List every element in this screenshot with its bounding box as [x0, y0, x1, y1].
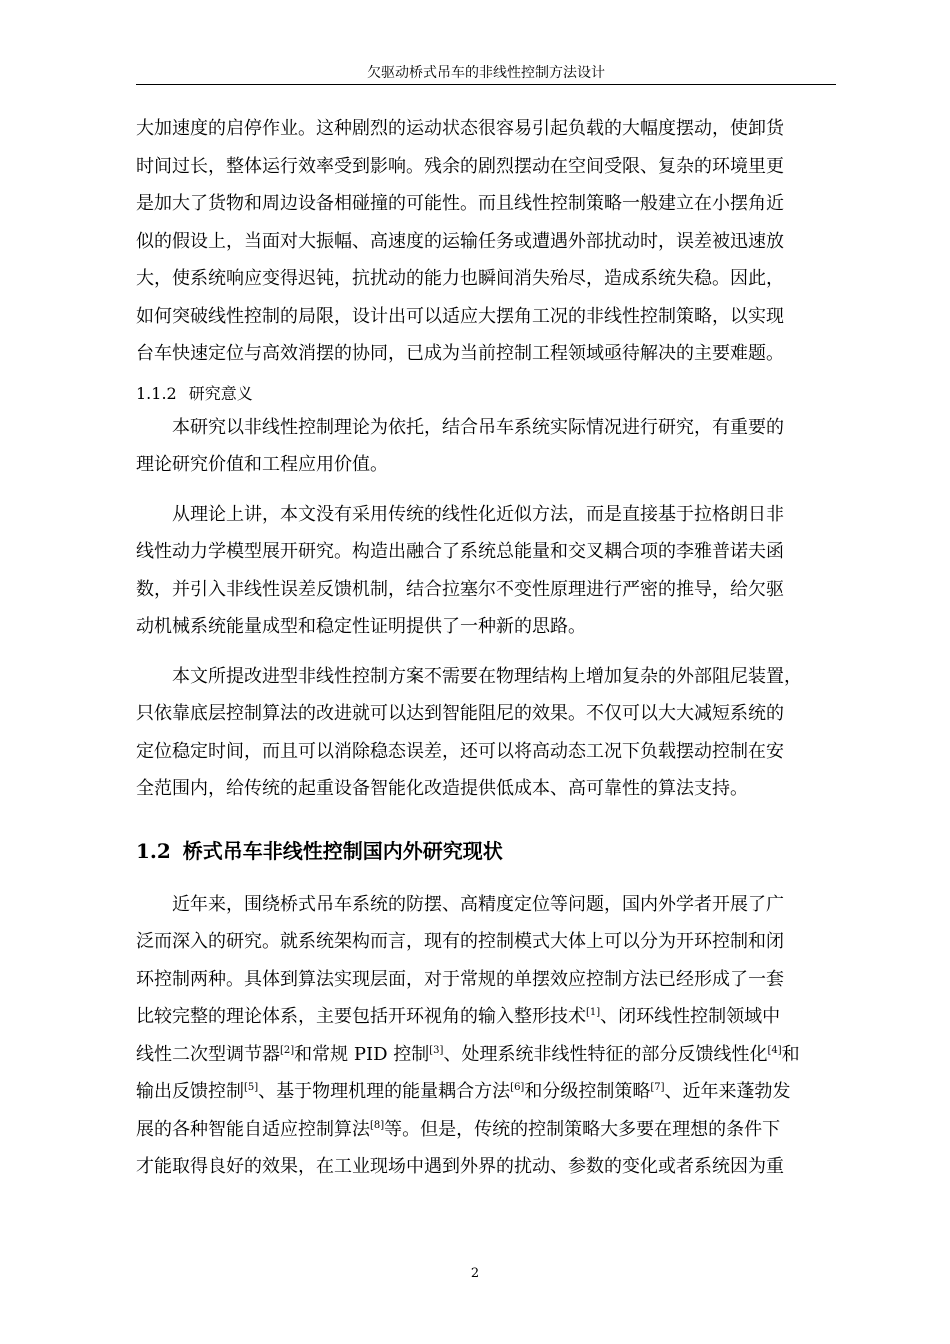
text-line: 大加速度的启停作业。这种剧烈的运动状态很容易引起负载的大幅度摆动，使卸货 [136, 118, 784, 139]
section-heading-1-1-2 [136, 379, 836, 409]
section-number: 1.1.2 [136, 383, 177, 403]
text-line: 如何突破线性控制的局限，设计出可以适应大摆角工况的非线性控制策略，以实现 [136, 305, 784, 327]
paragraph-5 [136, 886, 836, 1186]
paragraph-4 [136, 658, 836, 808]
text-line: 只依靠底层控制算法的改进就可以达到智能阻尼的效果。不仅可以大大减短系统的 [136, 703, 784, 724]
header-rule [136, 84, 836, 85]
text-run: 、处理系统非线性特征的部分反馈线性化 [443, 1043, 768, 1065]
paragraph-1 [136, 110, 836, 373]
page-number: 2 [470, 1266, 480, 1281]
text-run: 、闭环线性控制领域中 [600, 1006, 781, 1027]
text-line: 线性动力学模型展开研究。构造出融合了系统总能量和交叉耦合项的李雅普诺夫函 [136, 541, 784, 562]
citation[interactable]: [7] [650, 1082, 665, 1093]
paragraph-2 [136, 409, 836, 484]
text-line: 才能取得良好的效果，在工业现场中遇到外界的扰动、参数的变化或者系统因为重 [136, 1156, 784, 1177]
text-line: 本文所提改进型非线性控制方案不需要在物理结构上增加复杂的外部阻尼装置， [172, 665, 802, 687]
section-title: 研究意义 [188, 383, 253, 403]
citation[interactable]: [4] [767, 1044, 782, 1056]
citation[interactable]: [2] [280, 1044, 295, 1056]
text-line: 台车快速定位与高效消摆的协同，已成为当前控制工程领域亟待解决的主要难题。 [136, 343, 784, 364]
paragraph-3 [136, 496, 836, 646]
document-body [136, 110, 836, 1186]
citation[interactable]: [5] [244, 1082, 259, 1093]
text-run: 输出反馈控制 [136, 1081, 244, 1102]
text-run: 、近年来蓬勃发 [664, 1081, 791, 1102]
text-line: 本研究以非线性控制理论为依托，结合吊车系统实际情况进行研究，有重要的 [172, 416, 784, 438]
text-line: 动机械系统能量成型和稳定性证明提供了一种新的思路。 [136, 616, 586, 637]
text-run: 等。但是，传统的控制策略大多要在理想的条件下 [384, 1118, 781, 1140]
text-line [136, 1073, 836, 1111]
running-header: 欠驱动桥式吊车的非线性控制方法设计 [367, 65, 605, 81]
citation[interactable]: [3] [429, 1044, 444, 1056]
section-heading-1-2 [136, 836, 836, 866]
text-line: 泛而深入的研究。就系统架构而言，现有的控制模式大体上可以分为开环控制和闭 [136, 931, 784, 952]
citation[interactable]: [6] [510, 1082, 525, 1093]
text-run: 和 [781, 1043, 800, 1065]
text-line: 大，使系统响应变得迟钝，抗扰动的能力也瞬间消失殆尽，造成系统失稳。因此， [136, 268, 784, 289]
text-run: 和常规 PID 控制 [294, 1043, 430, 1065]
section-title: 桥式吊车非线性控制国内外研究现状 [182, 838, 503, 863]
text-run: 线性二次型调节器 [136, 1043, 280, 1065]
text-line: 数，并引入非线性误差反馈机制，结合拉塞尔不变性原理进行严密的推导，给欠驱 [136, 578, 784, 600]
text-run: 和分级控制策略 [524, 1081, 651, 1102]
citation[interactable]: [1] [586, 1007, 601, 1018]
text-line [136, 1111, 836, 1149]
citation[interactable]: [8] [370, 1119, 385, 1131]
text-line: 近年来，围绕桥式吊车系统的防摆、高精度定位等问题，国内外学者开展了广 [172, 893, 784, 915]
text-line: 环控制两种。具体到算法实现层面，对于常规的单摆效应控制方法已经形成了一套 [136, 968, 784, 990]
text-line: 理论研究价值和工程应用价值。 [136, 454, 388, 475]
text-line: 是加大了货物和周边设备相碰撞的可能性。而且线性控制策略一般建立在小摆角近 [136, 193, 784, 214]
text-line: 全范围内，给传统的起重设备智能化改造提供低成本、高可靠性的算法支持。 [136, 778, 748, 799]
text-line: 似的假设上，当面对大振幅、高速度的运输任务或遭遇外部扰动时，误差被迅速放 [136, 230, 784, 252]
section-number: 1.2 [136, 838, 171, 863]
text-line: 定位稳定时间，而且可以消除稳态误差，还可以将高动态工况下负载摆动控制在安 [136, 740, 784, 762]
text-run: 、基于物理机理的能量耦合方法 [258, 1081, 511, 1102]
text-line: 从理论上讲，本文没有采用传统的线性化近似方法，而是直接基于拉格朗日非 [172, 503, 784, 525]
text-run: 比较完整的理论体系，主要包括开环视角的输入整形技术 [136, 1006, 586, 1027]
text-line [136, 998, 836, 1036]
text-run: 展的各种智能自适应控制算法 [136, 1118, 370, 1140]
text-line [136, 1036, 836, 1074]
text-line: 时间过长，整体运行效率受到影响。残余的剧烈摆动在空间受限、复杂的环境里更 [136, 155, 784, 177]
